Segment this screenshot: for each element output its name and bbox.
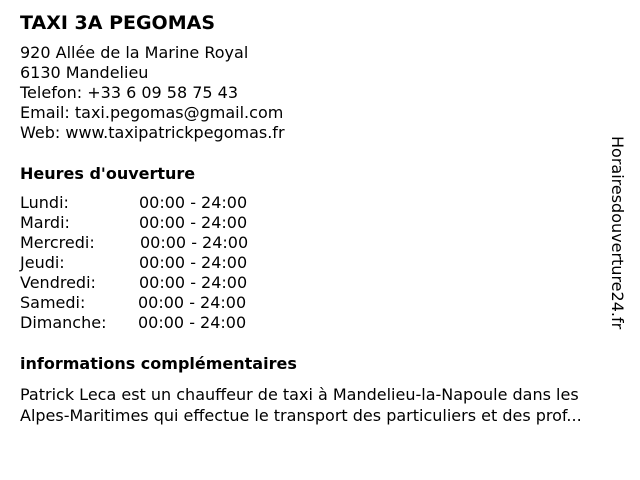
additional-info-heading: informations complémentaires [20,354,297,373]
time-range: 00:00 - 24:00 [139,193,248,212]
contact-block [20,43,285,143]
day-label: Mardi: [20,213,70,232]
business-name: TAXI 3A PEGOMAS [20,12,216,34]
address-city: 6130 Mandelieu [20,63,149,82]
hours-row-sunday [20,313,280,333]
day-label: Samedi: [20,293,86,312]
hours-row-tuesday [20,213,280,233]
day-label: Mercredi: [20,233,95,252]
site-watermark: Horairesdouverture24.fr [608,136,627,330]
opening-hours-table [20,193,280,333]
time-range: 00:00 - 24:00 [138,293,247,312]
hours-row-saturday [20,293,280,313]
hours-row-thursday [20,253,280,273]
time-range: 00:00 - 24:00 [140,233,249,252]
info-line-1: Patrick Leca est un chauffeur de taxi à Mandelieu-la-Napoule dans les [20,385,579,404]
day-label: Jeudi: [20,253,65,272]
opening-hours-heading: Heures d'ouverture [20,164,196,183]
day-label: Vendredi: [20,273,96,292]
web-line: Web: www.taxipatrickpegomas.fr [20,123,285,142]
time-range: 00:00 - 24:00 [139,213,248,232]
hours-row-friday [20,273,280,293]
info-line-2: Alpes-Maritimes qui effectue le transport des particuliers et des prof... [20,406,582,425]
day-label: Lundi: [20,193,69,212]
email-line: Email: taxi.pegomas@gmail.com [20,103,284,122]
time-range: 00:00 - 24:00 [139,253,248,272]
time-range: 00:00 - 24:00 [139,273,248,292]
address-street: 920 Allée de la Marine Royal [20,43,249,62]
time-range: 00:00 - 24:00 [138,313,247,332]
hours-row-wednesday [20,233,280,253]
hours-row-monday [20,193,280,213]
phone-line: Telefon: +33 6 09 58 75 43 [20,83,239,102]
day-label: Dimanche: [20,313,107,332]
additional-info-text [20,384,582,426]
